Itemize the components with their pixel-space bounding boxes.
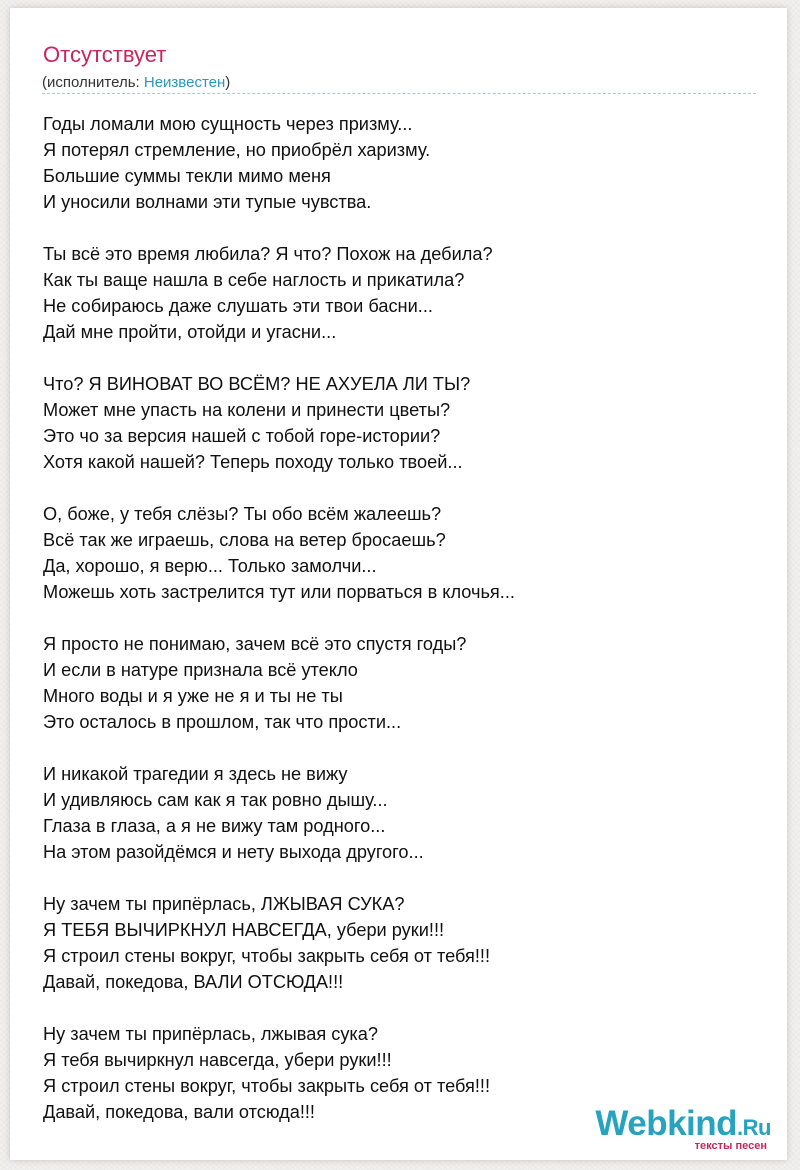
lyric-line: Дай мне пройти, отойди и угасни... <box>43 322 337 342</box>
stanza <box>43 241 773 345</box>
stanza <box>43 501 773 605</box>
lyric-line: Много воды и я уже не я и ты не ты <box>43 686 343 706</box>
lyric-line: Как ты ваще нашла в себе наглость и прикатила? <box>43 270 465 290</box>
lyric-line: На этом разойдёмся и нету выхода другого... <box>43 842 424 862</box>
lyric-line: Всё так же играешь, слова на ветер бросаешь? <box>43 530 446 550</box>
lyric-line: Хотя какой нашей? Теперь походу только твоей... <box>43 452 463 472</box>
lyric-line: О, боже, у тебя слёзы? Ты обо всём жалеешь? <box>43 504 442 524</box>
lyric-line: Я потерял стремление, но приобрёл харизму. <box>43 140 431 160</box>
lyric-line: Я просто не понимаю, зачем всё это спустя годы? <box>43 634 467 654</box>
lyric-line: И никакой трагедии я здесь не вижу <box>43 764 348 784</box>
title-divider <box>42 93 756 94</box>
lyric-line: Большие суммы текли мимо меня <box>43 166 331 186</box>
artist-link[interactable]: Неизвестен <box>143 74 226 91</box>
lyric-line: Что? Я ВИНОВАТ ВО ВСЁМ? НЕ АХУЕЛА ЛИ ТЫ? <box>43 374 471 394</box>
logo-tld: .Ru <box>737 1115 771 1140</box>
lyric-line: Ну зачем ты припёрлась, ЛЖЫВАЯ СУКА? <box>43 894 405 914</box>
lyric-line: Я ТЕБЯ ВЫЧИРКНУЛ НАВСЕГДА, убери руки!!! <box>43 920 445 940</box>
lyric-line: И уносили волнами эти тупые чувства. <box>43 192 372 212</box>
lyric-line: Это чо за версия нашей с тобой горе-истории? <box>43 426 441 446</box>
lyrics-card <box>10 8 787 1160</box>
artist-prefix: (исполнитель: <box>42 74 144 91</box>
artist-suffix: ) <box>225 74 231 91</box>
artist-line <box>42 73 230 93</box>
stanza <box>43 111 773 215</box>
lyric-line: Ты всё это время любила? Я что? Похож на дебила? <box>43 244 493 264</box>
lyric-line: Давай, покедова, вали отсюда!!! <box>43 1102 315 1122</box>
lyric-line: Я тебя вычиркнул навсегда, убери руки!!! <box>43 1050 392 1070</box>
song-title: Отсутствует <box>43 42 167 67</box>
stanza <box>43 891 773 995</box>
lyric-line: Годы ломали мою сущность через призму... <box>43 114 413 134</box>
logo-tagline: тексты песен <box>694 1140 767 1152</box>
lyric-line: Глаза в глаза, а я не вижу там родного... <box>43 816 386 836</box>
lyric-line: Может мне упасть на колени и принести цветы? <box>43 400 451 420</box>
lyric-line: Я строил стены вокруг, чтобы закрыть себя от тебя!!! <box>43 1076 491 1096</box>
lyric-line: Ну зачем ты припёрлась, лжывая сука? <box>43 1024 379 1044</box>
stanza <box>43 371 773 475</box>
webkind-logo[interactable] <box>595 1104 771 1152</box>
lyric-line: Да, хорошо, я верю... Только замолчи... <box>43 556 377 576</box>
lyric-line: Не собираюсь даже слушать эти твои басни... <box>43 296 433 316</box>
lyric-line: Можешь хоть застрелится тут или порваться в клочья... <box>43 582 515 602</box>
logo-brand: Webkind <box>595 1104 738 1143</box>
lyric-line: Давай, покедова, ВАЛИ ОТСЮДА!!! <box>43 972 344 992</box>
lyrics-text <box>43 111 773 1125</box>
lyric-line: Я строил стены вокруг, чтобы закрыть себя от тебя!!! <box>43 946 491 966</box>
stanza <box>43 631 773 735</box>
lyric-line: Это осталось в прошлом, так что прости... <box>43 712 402 732</box>
lyric-line: И если в натуре признала всё утекло <box>43 660 358 680</box>
lyric-line: И удивляюсь сам как я так ровно дышу... <box>43 790 388 810</box>
stanza <box>43 761 773 865</box>
